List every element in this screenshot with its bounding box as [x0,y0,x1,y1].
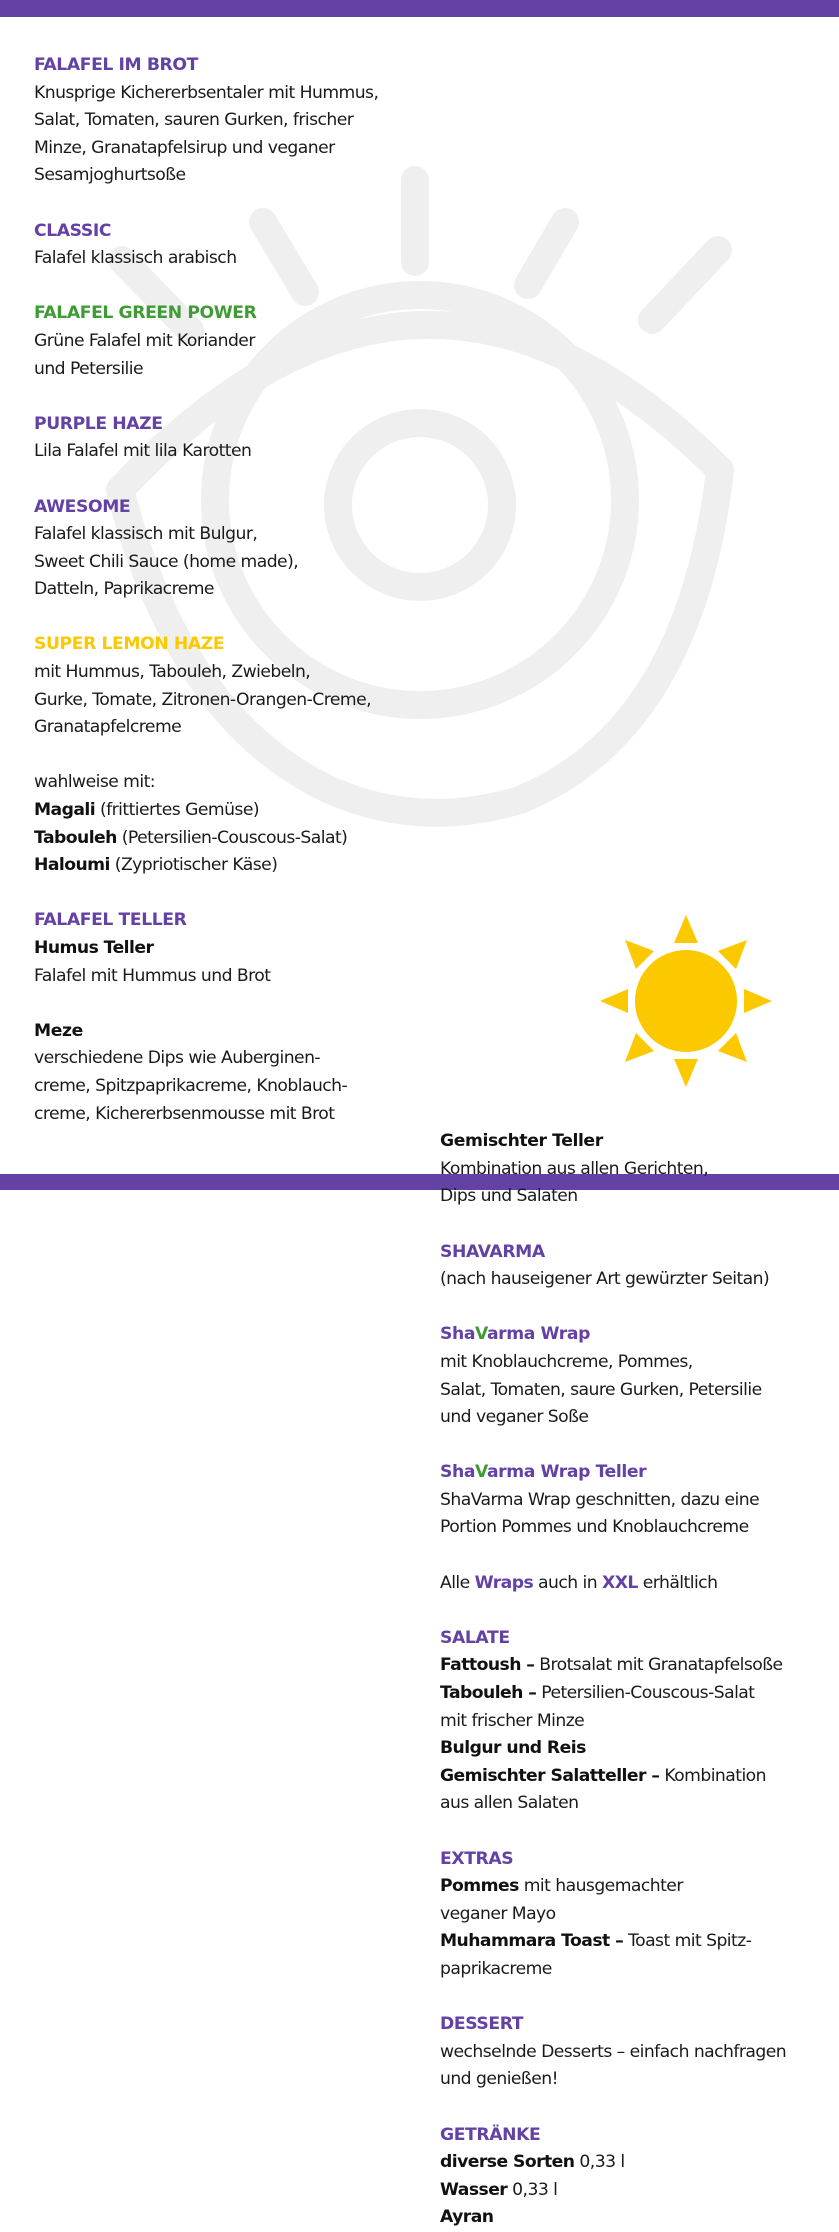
description-line: Falafel klassisch arabisch [34,248,237,269]
section-shavarma-wrap [440,1321,830,1431]
description-line: Knusprige Kichererbsentaler mit Hummus, [34,82,379,103]
description-line: ShaVarma Wrap geschnitten, dazu eine [440,1489,760,1510]
section-title: FALAFEL IM BROT [34,55,198,75]
section-green-power [34,300,414,383]
section-title: Gemischter Teller [440,1131,603,1152]
description-line: Gurke, Tomate, Zitronen-Orangen-Creme, [34,689,372,710]
section-title: FALAFEL TELLER [34,910,187,931]
description-line: Granatapfelcreme [34,717,182,738]
description-line: (nach hauseigener Art gewürzter Seitan) [440,1269,770,1290]
description-line: creme, Spitzpaprikacreme, Knoblauch- [34,1075,348,1096]
extra-item: Muhammara Toast – Toast mit Spitz- [440,1931,752,1952]
section-meze [34,1018,414,1128]
right-column [440,1128,830,2232]
drink-item: Wasser 0,33 l [440,2179,558,2200]
section-salate [440,1625,830,1818]
description-line: verschiedene Dips wie Auberginen- [34,1048,321,1069]
section-title: FALAFEL GREEN POWER [34,303,257,324]
sun-icon [598,913,774,1089]
option-item: Magali (frittiertes Gemüse) [34,800,259,821]
section-falafel-im-brot [34,52,414,190]
description-line: Salat, Tomaten, sauren Gurken, frischer [34,110,354,131]
section-title: GETRÄNKE [440,2124,541,2145]
description-line: creme, Kichererbsenmousse mit Brot [34,1103,335,1124]
description-line: paprikacreme [440,1958,552,1979]
option-item: Haloumi (Zypriotischer Käse) [34,855,278,876]
description-line: Grüne Falafel mit Koriander [34,330,255,351]
section-super-lemon-haze [34,631,414,741]
options-intro: wahlweise mit: [34,772,156,793]
section-awesome [34,494,414,604]
section-title: DESSERT [440,2014,524,2035]
section-gemischter-teller [440,1128,830,1211]
section-title: SALATE [440,1627,510,1648]
section-shavarma [440,1239,830,1294]
description-line: Portion Pommes und Knoblauchcreme [440,1517,749,1538]
section-title: ShaVarma Wrap Teller [440,1462,647,1483]
extra-item: Pommes mit hausgemachter [440,1876,683,1897]
section-title: CLASSIC [34,220,112,241]
description-line: Sesamjoghurtsoße [34,165,186,186]
section-classic [34,218,414,273]
drink-item: diverse Sorten 0,33 l [440,2152,625,2173]
item-name: Humus Teller [34,938,154,958]
description-line: Datteln, Paprikacreme [34,579,214,600]
description-line: Dips und Salaten [440,1186,578,1207]
section-falafel-teller [34,907,414,990]
salad-item: Gemischter Salatteller – Kombination [440,1765,766,1786]
section-options [34,769,414,879]
description-line: Falafel klassisch mit Bulgur, [34,524,258,545]
description-line: veganer Mayo [440,1903,556,1924]
section-title: SUPER LEMON HAZE [34,634,225,655]
left-column [34,52,414,1128]
salad-item: Bulgur und Reis [440,1738,586,1759]
top-purple-bar [0,0,839,17]
description-line: Lila Falafel mit lila Karotten [34,441,252,462]
section-title: EXTRAS [440,1848,514,1869]
description-line: mit Hummus, Tabouleh, Zwiebeln, [34,662,311,683]
xxl-note: Alle Wraps auch in XXL erhältlich [440,1572,718,1593]
description-line: und genießen! [440,2069,558,2090]
salad-item: Fattoush – Brotsalat mit Granatapfelsoße [440,1655,783,1676]
description-line: Falafel mit Hummus und Brot [34,965,271,986]
section-getraenke [440,2122,830,2232]
description-line: und Petersilie [34,358,144,379]
description-line: Sweet Chili Sauce (home made), [34,551,299,572]
section-dessert [440,2011,830,2094]
description-line: Kombination aus allen Gerichten, [440,1158,709,1179]
section-purple-haze [34,411,414,466]
description-line: Salat, Tomaten, saure Gurken, Petersilie [440,1379,762,1400]
section-title: PURPLE HAZE [34,413,163,434]
section-title: Meze [34,1020,83,1041]
description-line: und veganer Soße [440,1407,589,1428]
section-extras [440,1846,830,1984]
description-line: wechselnde Desserts – einfach nachfragen [440,2041,787,2062]
description-line: mit frischer Minze [440,1710,585,1731]
option-item: Tabouleh (Petersilien-Couscous-Salat) [34,827,348,848]
description-line: Minze, Granatapfelsirup und veganer [34,137,335,158]
description-line: aus allen Salaten [440,1793,579,1814]
section-title: AWESOME [34,496,131,517]
section-shavarma-wrap-teller [440,1459,830,1542]
section-title: ShaVarma Wrap [440,1324,590,1345]
salad-item: Tabouleh – Petersilien-Couscous-Salat [440,1683,755,1704]
drink-item: Ayran [440,2207,494,2228]
description-line: mit Knoblauchcreme, Pommes, [440,1351,693,1372]
section-title: SHAVARMA [440,1241,545,1262]
